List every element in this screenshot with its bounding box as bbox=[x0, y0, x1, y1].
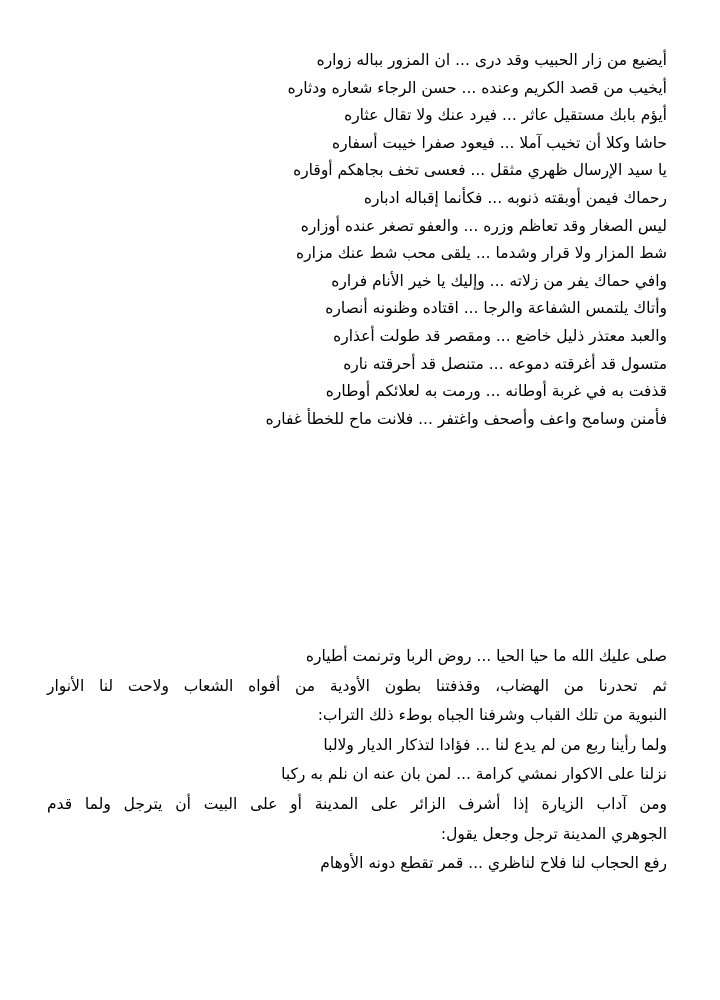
verse-line: حاشا وكلا أن تخيب آملا ... فيعود صفرا خيبت أسفاره bbox=[332, 133, 667, 152]
prose-line: ثم تحدرنا من الهضاب، وقذفتنا بطون الأودية من أفواه الشعاب ولاحت لنا الأنوار bbox=[47, 676, 667, 695]
verse-line: نزلنا على الاكوار نمشي كرامة ... لمن بان عنه ان نلم به ركبا bbox=[281, 765, 667, 784]
verse-line: أيؤم بابك مستقيل عاثر ... فيرد عنك ولا تقال عثاره bbox=[344, 106, 667, 125]
prose-line: الجوهري المدينة ترجل وجعل يقول: bbox=[440, 824, 667, 843]
verse-line: قذفت به في غربة أوطانه ... ورمت به لعلائكم أوطاره bbox=[325, 382, 667, 401]
prose-line: ومن آداب الزيارة إذا أشرف الزائر على المدينة أو على البيت أن يترجل ولما قدم bbox=[47, 794, 667, 813]
verse-line: وافي حماك يفر من زلاته ... وإليك يا خير الأنام فراره bbox=[331, 271, 667, 290]
verse-line: أيخيب من قصد الكريم وعنده ... حسن الرجاء شعاره ودثاره bbox=[287, 78, 667, 97]
verse-line: صلى عليك الله ما حيا الحيا ... روض الربا وترنمت أطياره bbox=[305, 647, 667, 665]
prose-line: النبوية من تلك القباب وشرفنا الجباه بوطء ذلك التراب: bbox=[317, 706, 667, 725]
verse-line: فأمنن وسامح واعف وأصحف واغتفر ... فلانت ماح للخطأ غفاره bbox=[265, 409, 667, 428]
poem-verses bbox=[47, 47, 667, 433]
verse-line: متسول قد أغرقته دموعه ... متنصل قد أحرقته ناره bbox=[343, 354, 667, 373]
verse-line: رحماك فيمن أوبقته ذنوبه ... فكأنما إقباله ادباره bbox=[363, 188, 667, 207]
verse-line: شط المزار ولا قرار وشدما ... يلقى محب شط عنك مزاره bbox=[296, 244, 667, 263]
verse-line: والعبد معتذر ذليل خاضع ... ومقصر قد طولت أعذاره bbox=[333, 326, 667, 345]
verse-line: رفع الحجاب لنا فلاح لناظري ... قمر تقطع دونه الأوهام bbox=[320, 854, 667, 873]
prose-section bbox=[47, 642, 667, 879]
verse-line: يا سيد الإرسال ظهري مثقل ... فعسى تخف بجاهكم أوقاره bbox=[293, 161, 667, 180]
verse-line: أيضيع من زار الحبيب وقد درى ... ان المزور بباله زواره bbox=[316, 51, 667, 69]
verse-line: ولما رأينا ربع من لم يدع لنا ... فؤادا لتذكار الديار ولالبا bbox=[323, 735, 667, 754]
verse-line: ليس الصغار وقد تعاظم وزره ... والعفو تصغر عنده أوزاره bbox=[300, 216, 667, 235]
verse-line: وأتاك يلتمس الشفاعة والرجا ... اقتاده وظنونه أنصاره bbox=[325, 299, 667, 318]
